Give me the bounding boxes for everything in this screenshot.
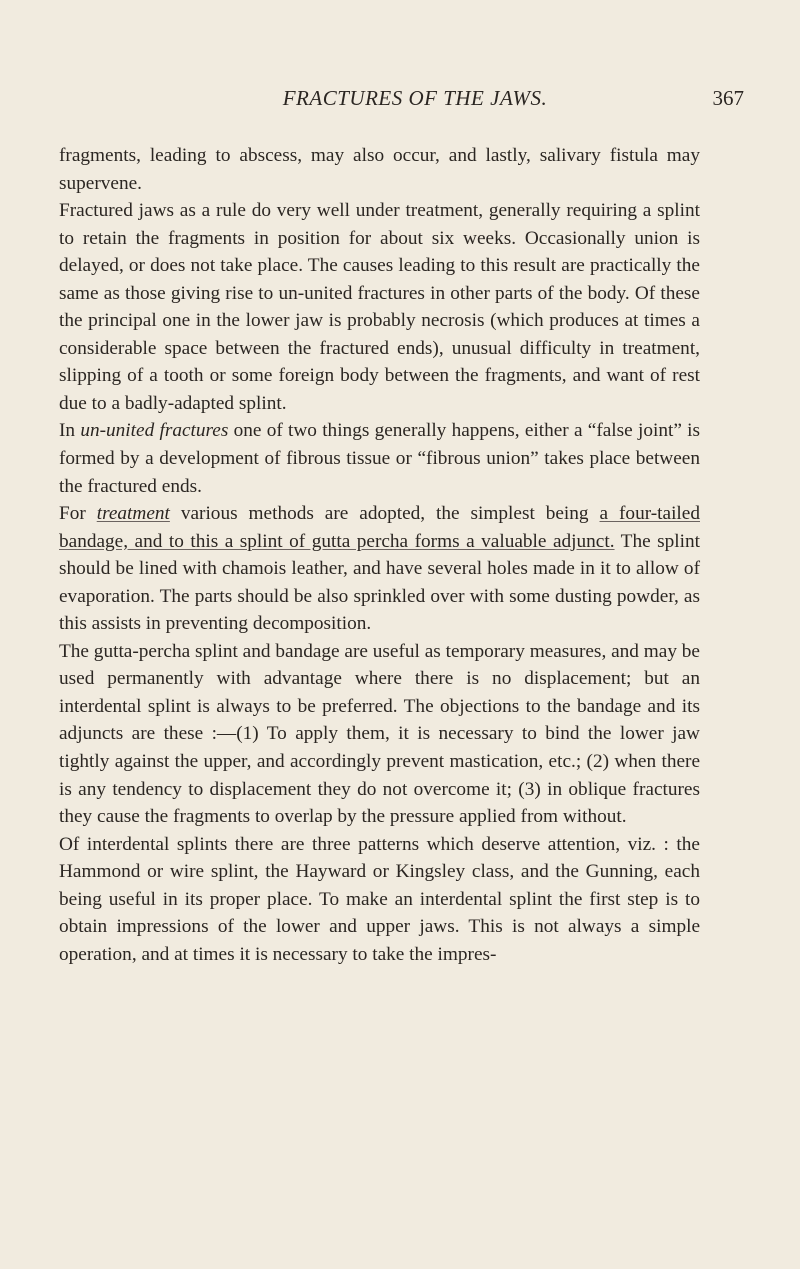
paragraph-5-text: The gutta-percha splint and bandage are useful as temporary measures, and may be used permanently with advantage where there is no displacement; but an interdental splint is always to be preferred. The objections to the bandage and its adjuncts are these :—(1) To apply them, it is necessary to bind the lower jaw tightly against the upper, and accordingly prevent mastication, etc.; (2) when there is any tendency to displacement they do not overcome it; (3) in oblique fractures they cause the fragments to overlap by the pressure applied from without. [59, 640, 700, 828]
paragraph-6 [59, 831, 700, 969]
paragraph-3-lead: In [59, 420, 81, 442]
paragraph-3-italic-term: un-united fractures [80, 420, 229, 442]
paragraph-3 [59, 417, 700, 500]
paragraph-4-underlined: a four-tailed bandage, and to this a splint of gutta percha forms a valuable adjunct. [59, 503, 700, 552]
paragraph-5 [59, 638, 700, 831]
paragraph-1-text: fragments, leading to abscess, may also occur, and lastly, salivary fistula may supervene. [59, 145, 700, 194]
paragraph-1 [59, 142, 700, 197]
running-head [60, 86, 760, 116]
paragraph-2-text: Fractured jaws as a rule do very well under treatment, generally requiring a splint to retain the fragments in position for about six weeks. Occasionally union is delayed, or does not take place. The causes leading to this result are practically the same as those giving rise to un-united fractures in other parts of the body. Of these the principal one in the lower jaw is probably necrosis (which produces at times a considerable space between the fractured ends), unusual difficulty in treatment, slipping of a tooth or some foreign body between the fragments, and want of rest due to a badly-adapted splint. [59, 200, 700, 414]
page-number: 367 [712, 86, 744, 110]
paragraph-3-rest: one of two things generally happens, either a “false joint” is formed by a development of fibrous tissue or “fibrous union” takes place between the fractured ends. [59, 420, 700, 497]
paragraph-4-lead: For [59, 503, 97, 525]
running-title: FRACTURES OF THE JAWS. [282, 86, 548, 110]
paragraph-6-text: Of interdental splints there are three patterns which deserve attention, viz. : the Hammond or wire splint, the Hayward or Kingsley class, and the Gunning, each being useful in its proper place. To make an interdental splint the first step is to obtain impressions of the lower and upper jaws. This is not always a simple operation, and at times it is necessary to take the impres- [59, 833, 700, 965]
paragraph-2 [59, 197, 700, 417]
paragraph-4 [59, 500, 700, 638]
paragraph-4-italic-term: treatment [96, 503, 170, 525]
paragraph-4-rest: The splint should be lined with chamois leather, and have several holes made in it to allow of evaporation. The parts should be also sprinkled over with some dusting powder, as this assists in preventing decomposition. [59, 530, 701, 635]
body-text [59, 142, 700, 968]
paragraph-4-mid: various methods are adopted, the simplest being [169, 503, 600, 525]
